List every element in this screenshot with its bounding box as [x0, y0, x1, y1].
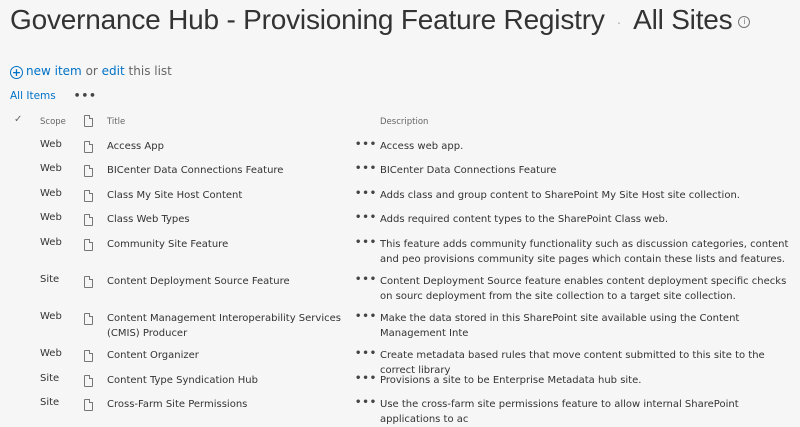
or-text: or: [85, 64, 98, 78]
document-icon: [84, 190, 93, 202]
row-more-button[interactable]: •••: [355, 397, 378, 408]
document-icon: [84, 276, 93, 288]
document-type-icon: [84, 115, 93, 127]
list-title: Governance Hub - Provisioning Feature Registry: [10, 4, 605, 35]
column-title[interactable]: Title: [107, 117, 126, 127]
row-description: Create metadata based rules that move content submitted to this site to the correct library: [380, 350, 765, 376]
new-item-link[interactable]: new item: [26, 64, 82, 78]
row-scope: Web: [40, 212, 62, 223]
row-title-link[interactable]: Class Web Types: [107, 214, 190, 225]
row-description: Content Deployment Source feature enables content deployment specific checks on sourc deployment from the site collection to a target site collection.: [380, 276, 787, 302]
row-scope: Web: [40, 188, 62, 199]
select-all-checkmark[interactable]: ✓: [14, 114, 23, 125]
row-title-link[interactable]: BICenter Data Connections Feature: [107, 165, 284, 176]
document-icon: [84, 375, 93, 387]
document-icon: [84, 165, 93, 177]
document-icon: [84, 239, 93, 251]
this-list-text: this list: [128, 64, 172, 78]
command-bar: [10, 64, 172, 79]
row-more-button[interactable]: •••: [355, 274, 378, 285]
list-header: [0, 115, 800, 129]
view-name: All Sites: [633, 4, 733, 35]
row-title-link[interactable]: Content Organizer: [107, 350, 199, 361]
row-title-link[interactable]: Cross-Farm Site Permissions: [107, 399, 248, 410]
plus-circle-icon[interactable]: +: [11, 66, 22, 79]
row-title-link[interactable]: Content Type Syndication Hub: [107, 375, 258, 386]
row-scope: Site: [40, 274, 60, 285]
row-more-button[interactable]: •••: [355, 237, 378, 248]
column-scope[interactable]: Scope: [40, 117, 66, 127]
view-selector: [10, 90, 97, 102]
row-more-button[interactable]: •••: [355, 188, 378, 199]
row-title-link[interactable]: Community Site Feature: [107, 239, 229, 250]
view-more-button[interactable]: •••: [73, 90, 97, 102]
row-more-button[interactable]: •••: [355, 212, 378, 223]
row-scope: Web: [40, 163, 62, 174]
row-more-button[interactable]: •••: [355, 348, 378, 359]
row-description: Adds required content types to the SharePoint Class web.: [380, 214, 669, 225]
document-icon: [84, 214, 93, 226]
row-more-button[interactable]: •••: [355, 139, 378, 150]
row-more-button[interactable]: •••: [355, 163, 378, 174]
row-scope: Site: [40, 397, 60, 408]
title-separator: ·: [616, 13, 622, 30]
document-icon: [84, 399, 93, 411]
row-scope: Web: [40, 139, 62, 150]
row-description: BICenter Data Connections Feature: [380, 165, 557, 176]
row-title-link[interactable]: Content Management Interoperability Services (CMIS) Producer: [107, 313, 341, 339]
column-description[interactable]: Description: [380, 117, 429, 127]
row-description: This feature adds community functionality such as discussion categories, content and peo provisions community site pages which contain these lists and features.: [380, 239, 789, 265]
row-description: Use the cross-farm site permissions feature to allow internal SharePoint applications to ac: [380, 399, 739, 425]
row-scope: Web: [40, 348, 62, 359]
page-title: [10, 4, 750, 36]
document-icon: [84, 141, 93, 153]
row-description: Access web app.: [380, 141, 464, 152]
view-all-items[interactable]: All Items: [10, 90, 56, 102]
edit-link[interactable]: edit: [101, 64, 125, 78]
row-title-link[interactable]: Content Deployment Source Feature: [107, 276, 290, 287]
row-scope: Web: [40, 311, 62, 322]
row-scope: Web: [40, 237, 62, 248]
info-icon[interactable]: i: [738, 16, 750, 28]
document-icon: [84, 313, 93, 325]
row-title-link[interactable]: Access App: [107, 141, 164, 152]
row-description: Make the data stored in this SharePoint site available using the Content Management Inte: [380, 313, 740, 339]
row-scope: Site: [40, 373, 60, 384]
row-more-button[interactable]: •••: [355, 311, 378, 322]
row-description: Provisions a site to be Enterprise Metadata hub site.: [380, 375, 642, 386]
row-title-link[interactable]: Class My Site Host Content: [107, 190, 243, 201]
row-description: Adds class and group content to SharePoint My Site Host site collection.: [380, 190, 740, 201]
row-more-button[interactable]: •••: [355, 373, 378, 384]
document-icon: [84, 350, 93, 362]
